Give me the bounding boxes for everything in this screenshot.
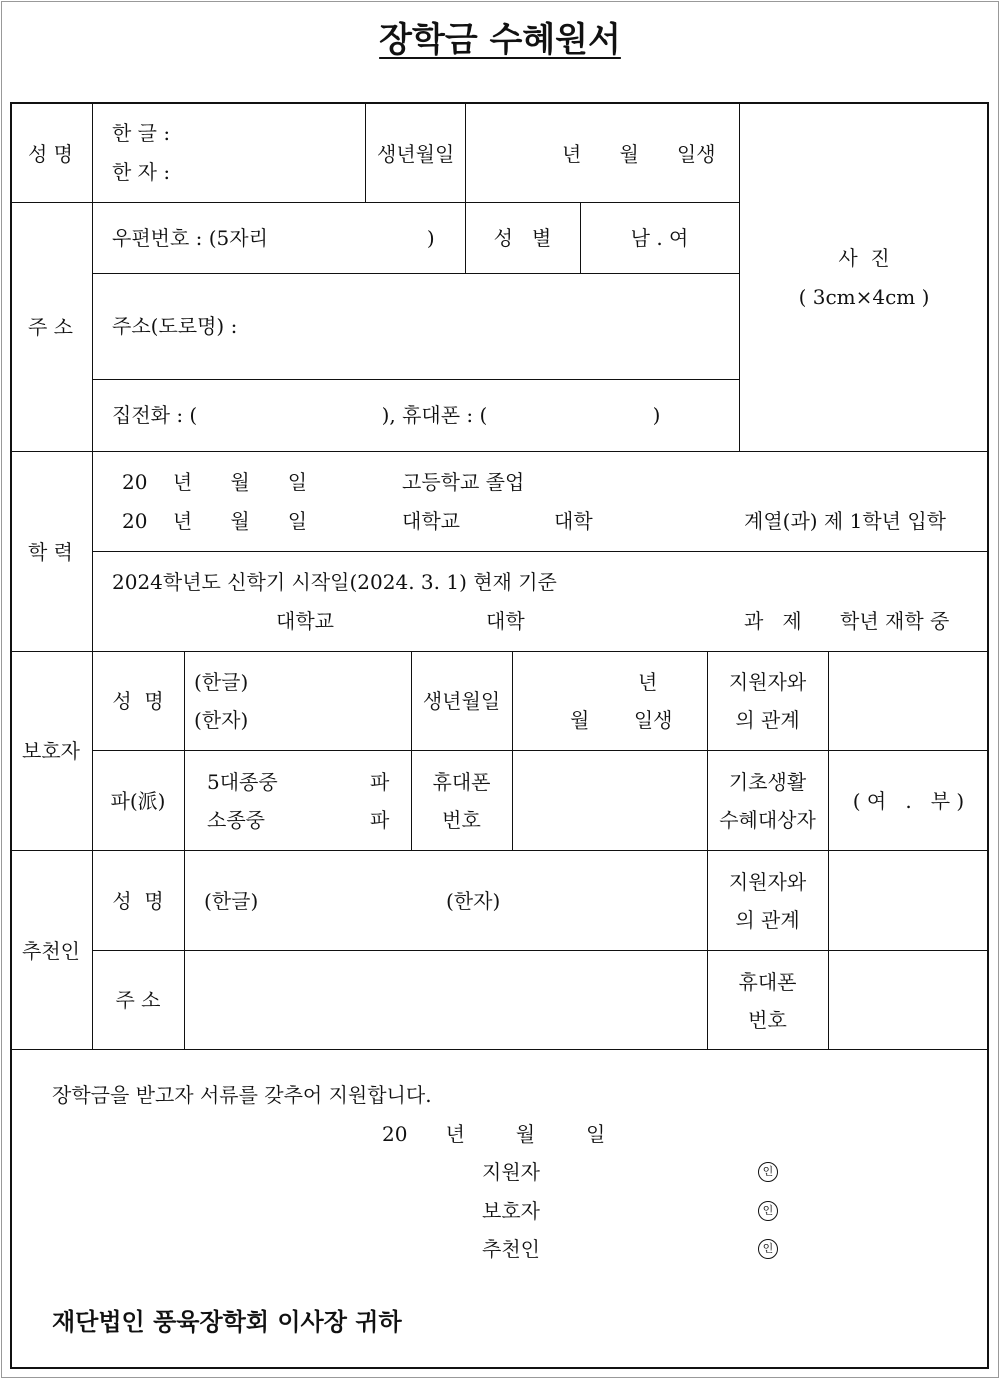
- addressee: 재단법인 풍육장학회 이사장 귀하: [52, 1308, 402, 1336]
- clan-minor-field[interactable]: 소종중: [207, 808, 265, 832]
- recommender-name-label: 성 명: [112, 889, 164, 913]
- recommender-mobile-label-2: 번호: [748, 1008, 787, 1032]
- current-status-note: 2024학년도 신학기 시작일(2024. 3. 1) 현재 기준: [112, 570, 557, 594]
- name-section-label: 성 명: [28, 142, 73, 166]
- signer-applicant-label: 지원자: [482, 1160, 540, 1184]
- name-hangul-field[interactable]: 한 글 :: [112, 121, 171, 145]
- name-hanja-field[interactable]: 한 자 :: [112, 160, 171, 184]
- university-date-field[interactable]: 20 년 월 일: [122, 509, 308, 533]
- photo-area[interactable]: [745, 210, 983, 445]
- guardian-birth-label: 생년월일: [422, 689, 501, 713]
- admission-field[interactable]: 계열(과) 제 1학년 입학: [744, 509, 946, 533]
- birth-date-label: 생년월일: [377, 142, 455, 166]
- recommender-section-label: 추천인: [22, 939, 80, 963]
- photo-label: 사 진: [838, 246, 890, 270]
- form-title: 장학금 수혜원서: [379, 20, 621, 60]
- welfare-field[interactable]: ( 여 . 부 ): [852, 789, 965, 813]
- address-field[interactable]: 주소(도로명) :: [112, 314, 238, 338]
- declaration-date-field[interactable]: 20 년 월 일: [382, 1122, 606, 1146]
- clan-suffix-1: 파: [370, 770, 390, 794]
- postal-code-field[interactable]: 우편번호 : (5자리 ): [112, 226, 435, 250]
- recommender-name-hanja-field[interactable]: (한자): [446, 889, 501, 913]
- phone-field[interactable]: 집전화 : ( ), 휴대폰 : ( ): [112, 403, 661, 427]
- guardian-relation-label-1: 지원자와: [728, 670, 807, 694]
- current-college-field[interactable]: 대학: [486, 609, 525, 633]
- education-section-label: 학 력: [28, 540, 73, 564]
- clan-label: 파(派): [110, 789, 166, 813]
- photo-size: ( 3cm×4cm ): [798, 285, 930, 309]
- welfare-label-2: 수혜대상자: [719, 808, 816, 832]
- recommender-mobile-label-1: 휴대폰: [738, 970, 797, 994]
- current-year-field[interactable]: 학년 재학 중: [840, 609, 950, 633]
- recommender-relation-label-2: 의 관계: [735, 908, 800, 932]
- guardian-name-hangul-field[interactable]: (한글): [194, 670, 249, 694]
- guardian-relation-label-2: 의 관계: [735, 708, 800, 732]
- college-field[interactable]: 대학: [554, 509, 593, 533]
- current-department-field[interactable]: 과 제: [744, 609, 802, 633]
- recommender-name-hangul-field[interactable]: (한글): [204, 889, 259, 913]
- recommender-address-label: 주 소: [115, 988, 161, 1012]
- guardian-section-label: 보호자: [22, 739, 80, 763]
- applicant-seal-mark[interactable]: 인: [758, 1162, 778, 1182]
- guardian-name-label: 성 명: [112, 689, 164, 713]
- recommender-relation-field[interactable]: [830, 852, 987, 949]
- declaration-statement: 장학금을 받고자 서류를 갖추어 지원합니다.: [52, 1083, 432, 1107]
- recommender-relation-label-1: 지원자와: [728, 870, 807, 894]
- guardian-relation-field[interactable]: [830, 653, 987, 749]
- university-field[interactable]: 대학교: [402, 509, 460, 533]
- current-university-field[interactable]: 대학교: [276, 609, 334, 633]
- recommender-mobile-field[interactable]: [830, 952, 987, 1048]
- highschool-graduation[interactable]: 고등학교 졸업: [402, 470, 525, 494]
- signer-recommender-label: 추천인: [482, 1237, 540, 1261]
- guardian-mobile-field[interactable]: [514, 752, 706, 849]
- guardian-name-hanja-field[interactable]: (한자): [194, 708, 249, 732]
- highschool-date-field[interactable]: 20 년 월 일: [122, 470, 308, 494]
- recommender-address-field[interactable]: [186, 952, 706, 1048]
- clan-suffix-2: 파: [370, 808, 390, 832]
- address-section-label: 주 소: [28, 315, 73, 339]
- recommender-seal-mark[interactable]: 인: [758, 1239, 778, 1259]
- welfare-label-1: 기초생활: [728, 770, 807, 794]
- guardian-birth-md[interactable]: 월 일생: [570, 708, 673, 732]
- signer-guardian-label: 보호자: [482, 1199, 540, 1223]
- gender-label: 성 별: [493, 226, 552, 250]
- guardian-seal-mark[interactable]: 인: [758, 1201, 778, 1221]
- clan-5th-field[interactable]: 5대종중: [207, 770, 278, 794]
- guardian-mobile-label-2: 번호: [442, 808, 481, 832]
- guardian-birth-year[interactable]: 년: [638, 670, 658, 694]
- birth-date-field[interactable]: 년 월 일생: [562, 142, 716, 166]
- guardian-mobile-label-1: 휴대폰: [432, 770, 491, 794]
- gender-field[interactable]: 남 . 여: [630, 226, 689, 250]
